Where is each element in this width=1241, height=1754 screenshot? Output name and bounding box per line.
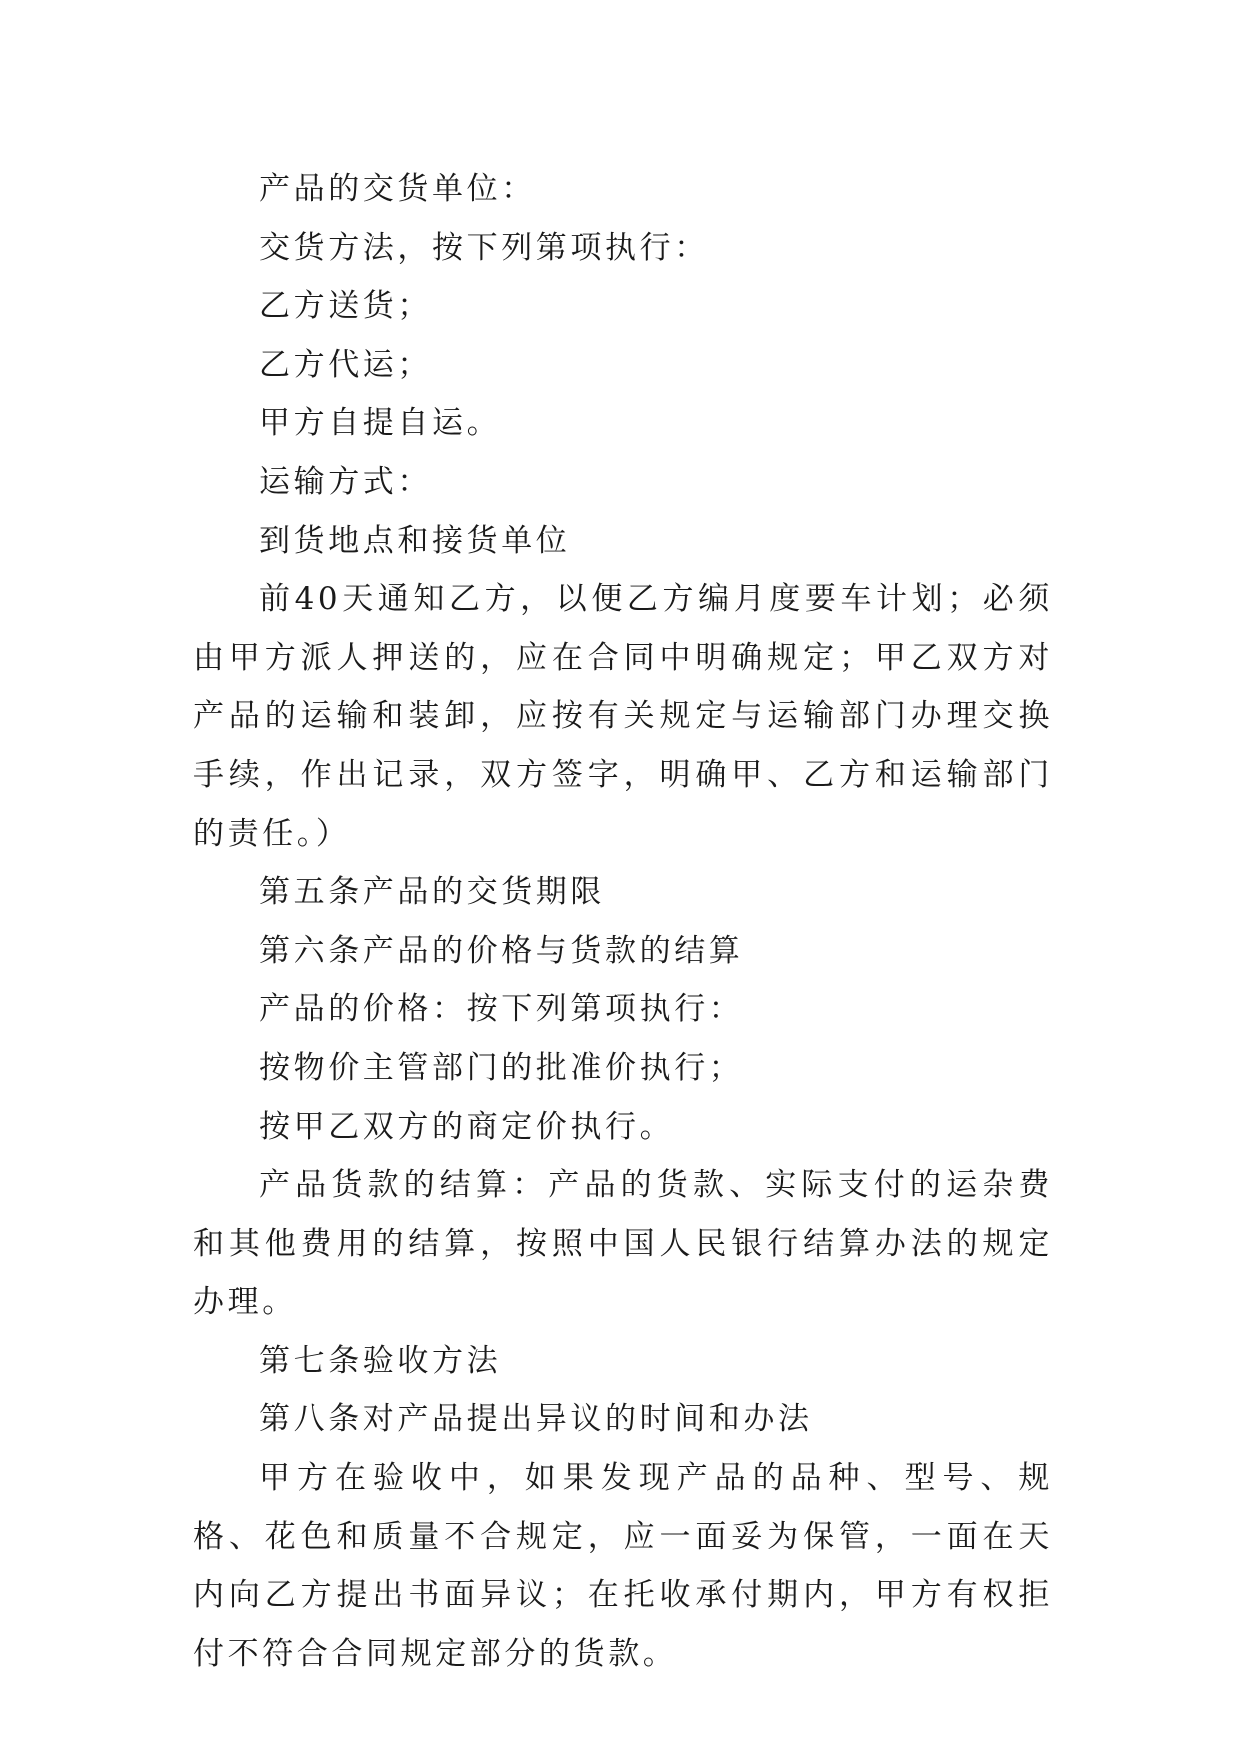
paragraph-notice-terms: 前40天通知乙方，以便乙方编月度要车计划；必须由甲方派人押送的，应在合同中明确规定；甲乙双方对产品的运输和装卸，应按有关规定与运输部门办理交换手续，作出记录，双方签字，明确甲、乙方和运输部门的责任。） xyxy=(193,581,1053,852)
paragraph-agreed-price: 按甲乙双方的商定价执行。 xyxy=(259,1108,675,1145)
paragraph-objection-terms: 甲方在验收中，如果发现产品的品种、型号、规格、花色和质量不合规定，应一面妥为保管，一面在天内向乙方提出书面异议；在托收承付期内，甲方有权拒付不符合合同规定部分的货款。 xyxy=(193,1460,1053,1672)
heading-article-8: 第八条对产品提出异议的时间和办法 xyxy=(259,1401,813,1438)
paragraph-delivery-unit: 产品的交货单位： xyxy=(259,171,536,207)
paragraph-buyer-pickup: 甲方自提自运。 xyxy=(259,405,502,442)
paragraph-price-method: 产品的价格：按下列第项执行： xyxy=(259,991,744,1028)
heading-article-6: 第六条产品的价格与货款的结算 xyxy=(259,932,744,969)
paragraph-delivery-method: 交货方法，按下列第项执行： xyxy=(259,229,709,266)
paragraph-settlement: 产品货款的结算：产品的货款、实际支付的运杂费和其他费用的结算，按照中国人民银行结算办法的规定办理。 xyxy=(193,1167,1053,1321)
heading-article-7: 第七条验收方法 xyxy=(259,1342,502,1379)
paragraph-official-price: 按物价主管部门的批准价执行； xyxy=(259,1049,744,1086)
paragraph-transport-mode: 运输方式： xyxy=(259,463,432,500)
heading-article-5: 第五条产品的交货期限 xyxy=(259,874,605,911)
paragraph-seller-delivers: 乙方送货； xyxy=(259,288,432,325)
document-body xyxy=(193,160,1053,1683)
paragraph-seller-ships: 乙方代运； xyxy=(259,346,432,383)
paragraph-destination: 到货地点和接货单位 xyxy=(259,522,571,559)
